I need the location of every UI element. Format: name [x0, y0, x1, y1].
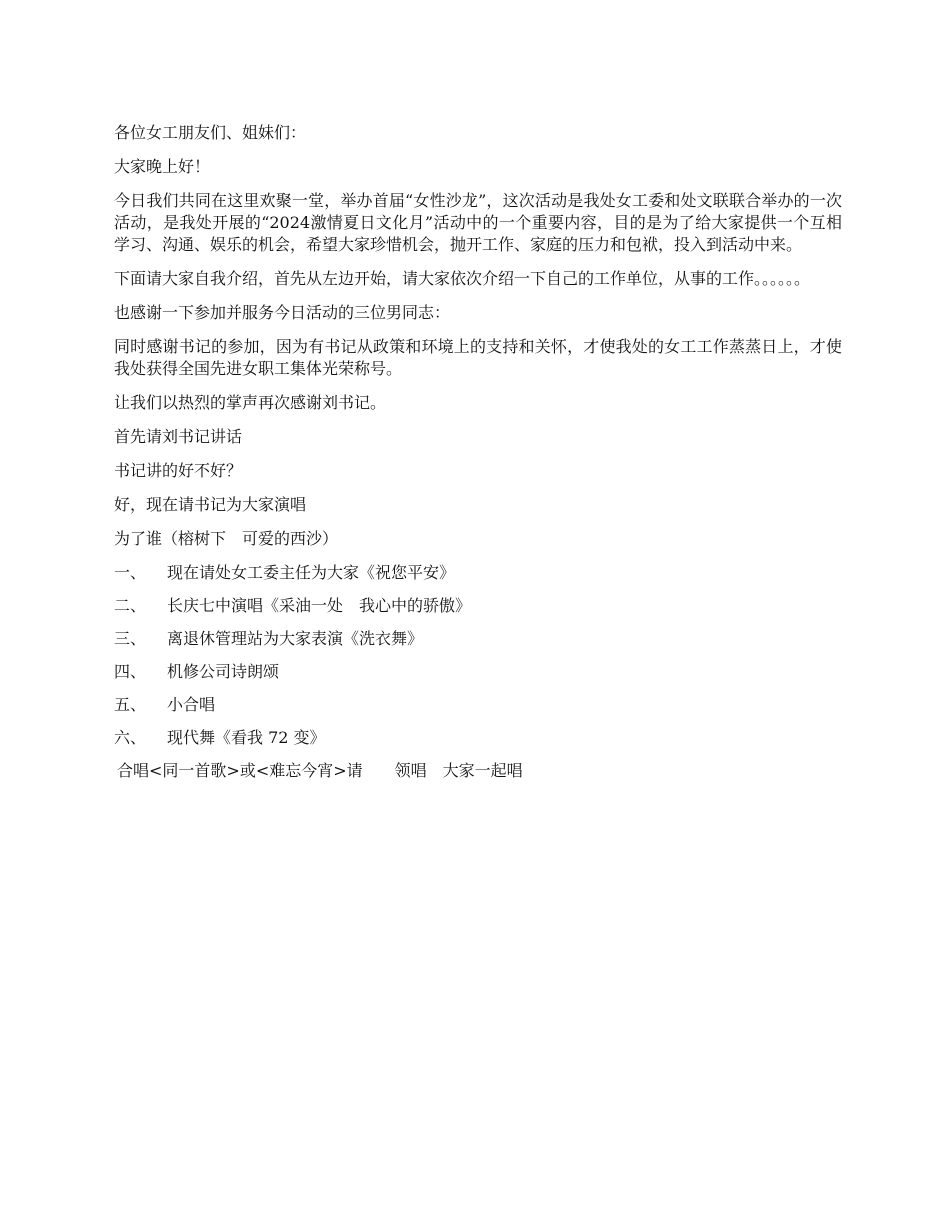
- list-number: 二、: [114, 596, 147, 615]
- list-text: 现在请处女工委主任为大家《祝您平安》: [167, 563, 456, 582]
- paragraph-question: 书记讲的好不好？: [114, 461, 243, 480]
- list-item: [114, 727, 842, 749]
- program-list: [114, 562, 842, 749]
- list-number: 五、: [114, 695, 147, 714]
- paragraph-self-intro: 下面请大家自我介绍，首先从左边开始，请大家依次介绍一下自己的工作单位，从事的工作。。。。。。: [114, 269, 811, 288]
- list-text: 现代舞《看我 72 变》: [167, 728, 326, 747]
- list-item: [114, 595, 842, 617]
- paragraph-song-title: 为了谁（榕树下 可爱的西沙）: [114, 529, 339, 548]
- list-item: [114, 661, 842, 683]
- paragraph-sing: 好，现在请书记为大家演唱: [114, 495, 307, 514]
- document-page: [114, 122, 842, 782]
- list-number: 六、: [114, 728, 147, 747]
- closing-line: 合唱<同一首歌>或<难忘今宵>请 领唱 大家一起唱: [117, 761, 523, 780]
- paragraph-applause: 让我们以热烈的掌声再次感谢刘书记。: [114, 393, 387, 412]
- paragraph-speech: 首先请刘书记讲话: [114, 427, 243, 446]
- list-number: 四、: [114, 662, 147, 681]
- list-item: [114, 628, 842, 650]
- paragraph-thanks-men: 也感谢一下参加并服务今日活动的三位男同志：: [114, 303, 451, 322]
- greeting: 各位女工朋友们、姐妹们：: [114, 123, 307, 142]
- list-text: 机修公司诗朗颂: [167, 662, 280, 681]
- list-text: 小合唱: [167, 695, 216, 714]
- list-number: 三、: [114, 629, 147, 648]
- list-text: 长庆七中演唱《采油一处 我心中的骄傲》: [167, 596, 472, 615]
- list-item: [114, 562, 842, 584]
- paragraph-thanks-secretary: 同时感谢书记的参加，因为有书记从政策和环境上的支持和关怀，才使我处的女工工作蒸蒸日上，才使我处获得全国先进女职工集体光荣称号。: [114, 337, 842, 378]
- paragraph-intro: 今日我们共同在这里欢聚一堂，举办首届“女性沙龙”，这次活动是我处女工委和处文联联合举办的一次活动，是我处开展的“2024激情夏日文化月”活动中的一个重要内容，目的是为了给大家提供一个互相学习、沟通、娱乐的机会，希望大家珍惜机会，抛开工作、家庭的压力和包袱，投入到活动中来。: [114, 191, 842, 254]
- list-text: 离退休管理站为大家表演《洗衣舞》: [167, 629, 424, 648]
- salutation: 大家晚上好！: [114, 157, 211, 176]
- list-number: 一、: [114, 563, 147, 582]
- list-item: [114, 694, 842, 716]
